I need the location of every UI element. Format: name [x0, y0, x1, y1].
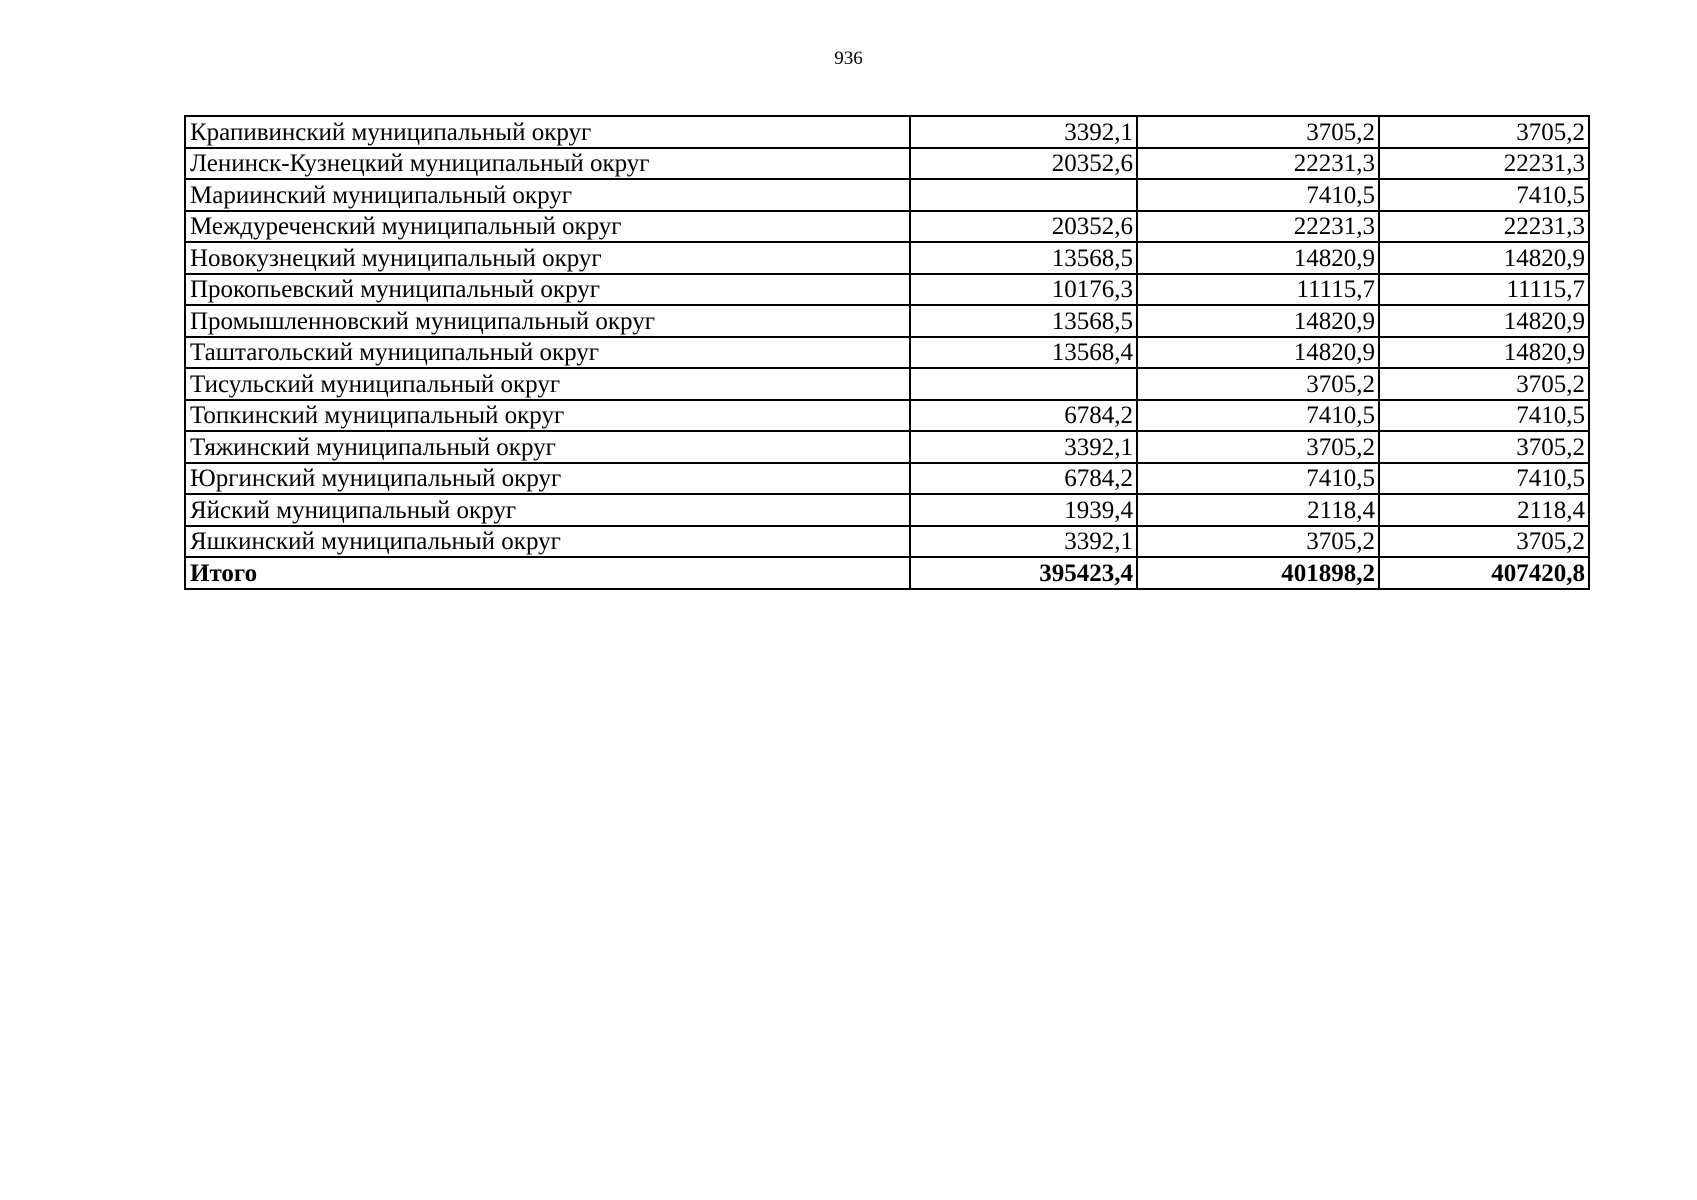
district-name: Междуреченский муниципальный округ	[185, 211, 910, 243]
value-col-3: 3705,2	[1379, 116, 1589, 148]
value-col-1: 1939,4	[910, 494, 1137, 526]
district-name: Ленинск-Кузнецкий муниципальный округ	[185, 148, 910, 180]
value-col-2: 3705,2	[1137, 431, 1379, 463]
value-col-1: 20352,6	[910, 211, 1137, 243]
total-row	[185, 557, 1589, 589]
value-col-2: 7410,5	[1137, 179, 1379, 211]
total-col-2: 401898,2	[1137, 557, 1379, 589]
value-col-3: 3705,2	[1379, 431, 1589, 463]
value-col-2: 7410,5	[1137, 400, 1379, 432]
value-col-1: 13568,5	[910, 305, 1137, 337]
value-col-1: 3392,1	[910, 116, 1137, 148]
district-name: Крапивинский муниципальный округ	[185, 116, 910, 148]
value-col-2: 7410,5	[1137, 463, 1379, 495]
table-row	[185, 242, 1589, 274]
table-row	[185, 400, 1589, 432]
table-row	[185, 463, 1589, 495]
total-col-1: 395423,4	[910, 557, 1137, 589]
value-col-3: 22231,3	[1379, 211, 1589, 243]
table-row	[185, 305, 1589, 337]
value-col-2: 22231,3	[1137, 148, 1379, 180]
district-name: Тисульский муниципальный округ	[185, 368, 910, 400]
table-row	[185, 526, 1589, 558]
table-row	[185, 368, 1589, 400]
district-name: Мариинский муниципальный округ	[185, 179, 910, 211]
table-row	[185, 116, 1589, 148]
district-name: Прокопьевский муниципальный округ	[185, 274, 910, 306]
district-name: Новокузнецкий муниципальный округ	[185, 242, 910, 274]
table-row	[185, 431, 1589, 463]
total-col-3: 407420,8	[1379, 557, 1589, 589]
value-col-2: 14820,9	[1137, 337, 1379, 369]
value-col-1: 13568,4	[910, 337, 1137, 369]
value-col-1	[910, 179, 1137, 211]
value-col-3: 14820,9	[1379, 305, 1589, 337]
table-row	[185, 494, 1589, 526]
table-row	[185, 211, 1589, 243]
table-row	[185, 337, 1589, 369]
value-col-2: 14820,9	[1137, 305, 1379, 337]
value-col-3: 7410,5	[1379, 400, 1589, 432]
table-row	[185, 274, 1589, 306]
value-col-3: 3705,2	[1379, 526, 1589, 558]
value-col-2: 3705,2	[1137, 368, 1379, 400]
value-col-3: 11115,7	[1379, 274, 1589, 306]
value-col-2: 14820,9	[1137, 242, 1379, 274]
district-name: Промышленновский муниципальный округ	[185, 305, 910, 337]
value-col-2: 11115,7	[1137, 274, 1379, 306]
value-col-1: 6784,2	[910, 463, 1137, 495]
value-col-1: 3392,1	[910, 431, 1137, 463]
value-col-3: 14820,9	[1379, 337, 1589, 369]
value-col-3: 3705,2	[1379, 368, 1589, 400]
value-col-3: 7410,5	[1379, 463, 1589, 495]
value-col-1: 10176,3	[910, 274, 1137, 306]
value-col-2: 2118,4	[1137, 494, 1379, 526]
district-name: Яйский муниципальный округ	[185, 494, 910, 526]
table-row	[185, 179, 1589, 211]
district-name: Тяжинский муниципальный округ	[185, 431, 910, 463]
value-col-3: 7410,5	[1379, 179, 1589, 211]
district-name: Таштагольский муниципальный округ	[185, 337, 910, 369]
district-name: Юргинский муниципальный округ	[185, 463, 910, 495]
value-col-2: 3705,2	[1137, 116, 1379, 148]
district-name: Яшкинский муниципальный округ	[185, 526, 910, 558]
page-number: 936	[834, 48, 863, 69]
value-col-1: 3392,1	[910, 526, 1137, 558]
value-col-3: 2118,4	[1379, 494, 1589, 526]
value-col-2: 3705,2	[1137, 526, 1379, 558]
value-col-1: 13568,5	[910, 242, 1137, 274]
value-col-3: 14820,9	[1379, 242, 1589, 274]
value-col-1	[910, 368, 1137, 400]
value-col-3: 22231,3	[1379, 148, 1589, 180]
district-name: Топкинский муниципальный округ	[185, 400, 910, 432]
total-label: Итого	[185, 557, 910, 589]
table-row	[185, 148, 1589, 180]
value-col-1: 6784,2	[910, 400, 1137, 432]
value-col-1: 20352,6	[910, 148, 1137, 180]
value-col-2: 22231,3	[1137, 211, 1379, 243]
budget-table	[184, 115, 1590, 590]
